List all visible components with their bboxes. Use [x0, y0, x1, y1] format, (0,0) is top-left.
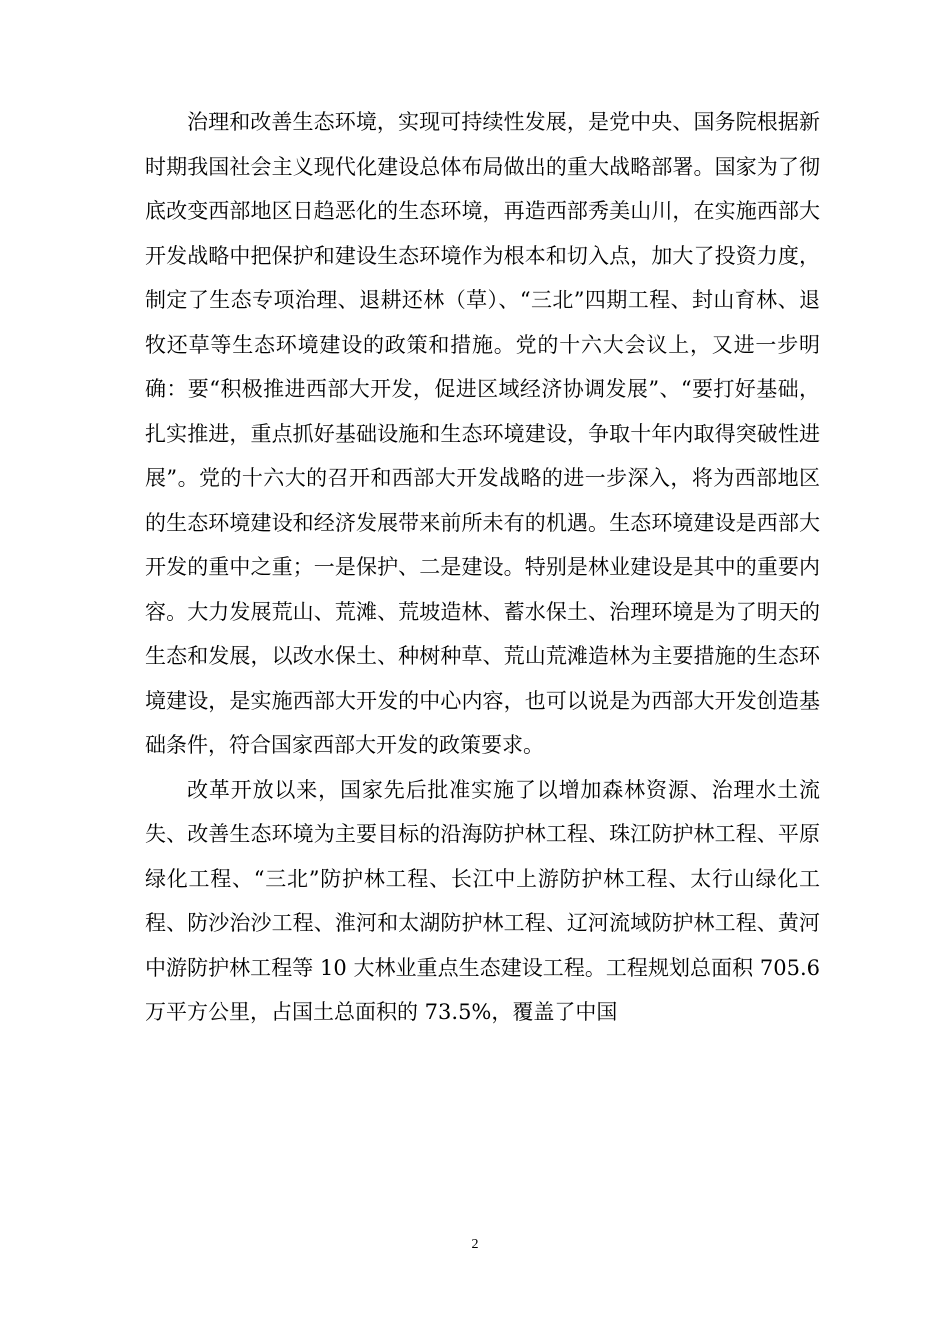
paragraph-1: 治理和改善生态环境，实现可持续性发展，是党中央、国务院根据新时期我国社会主义现代化建设总体布局做出的重大战略部署。国家为了彻底改变西部地区日趋恶化的生态环境，再造西部秀美山川，在实施西部大开发战略中把保护和建设生态环境作为根本和切入点，加大了投资力度，制定了生态专项治理、退耕还林（草）、“三北”四期工程、封山育林、退牧还草等生态环境建设的政策和措施。党的十六大会议上，又进一步明确：要“积极推进西部大开发，促进区域经济协调发展”、“要打好基础，扎实推进，重点抓好基础设施和生态环境建设，争取十年内取得突破性进展”。党的十六大的召开和西部大开发战略的进一步深入，将为西部地区的生态环境建设和经济发展带来前所未有的机遇。生态环境建设是西部大开发的重中之重；一是保护、二是建设。特别是林业建设是其中的重要内容。大力发展荒山、荒滩、荒坡造林、蓄水保土、治理环境是为了明天的生态和发展，以改水保土、种树种草、荒山荒滩造林为主要措施的生态环境建设，是实施西部大开发的中心内容，也可以说是为西部大开发创造基础条件，符合国家西部大开发的政策要求。 — [145, 110, 820, 757]
page-number: 2 — [471, 1237, 479, 1252]
paragraph-2: 改革开放以来，国家先后批准实施了以增加森林资源、治理水土流失、改善生态环境为主要目标的沿海防护林工程、珠江防护林工程、平原绿化工程、“三北”防护林工程、长江中上游防护林工程、太行山绿化工程、防沙治沙工程、淮河和太湖防护林工程、辽河流域防护林工程、黄河中游防护林工程等 10 大林业重点生态建设工程。工程规划总面积 705.6 万平方公里，占国土总面积的 73.5%，覆盖了中国 — [145, 777, 820, 1024]
body-text — [145, 100, 820, 1035]
